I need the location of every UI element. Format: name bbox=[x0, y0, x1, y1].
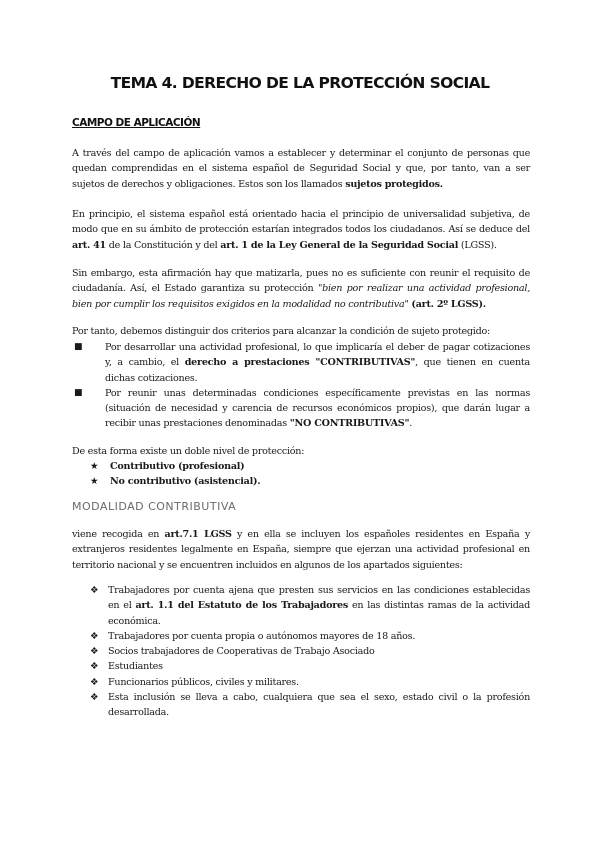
list-item bbox=[90, 644, 530, 659]
text-span: Socios trabajadores de Cooperativas de Trabajo Asociado bbox=[108, 646, 375, 658]
text-span: En principio, el sistema español está orientado hacia el principio de universalidad subjetiva, de modo que en su ámbito de protección estarían integrados todos los ciudadanos. Así se deduce del bbox=[72, 209, 530, 236]
text-span: . bbox=[409, 418, 413, 430]
italic-quote: "bien por realizar una actividad profesional, bien por cumplir los requisitos exigidos en la modalidad no contributiva" bbox=[72, 283, 530, 310]
text-span: , que tienen en cuenta dichas cotizaciones. bbox=[105, 357, 530, 384]
text-span: Trabajadores por cuenta ajena que presten sus servicios en las condiciones establecidas en el bbox=[108, 585, 530, 612]
subsection-heading: MODALIDAD CONTRIBUTIVA bbox=[72, 500, 237, 513]
text-span: Sin embargo, esta afirmación hay que matizarla, pues no es suficiente con reunir el requisito de ciudadanía. Así, el Estado garantiza su protección bbox=[72, 268, 530, 295]
square-bullet-icon: ■ bbox=[74, 342, 83, 352]
text-span: Por reunir unas determinadas condiciones específicamente previstas en las normas (situación de necesidad y carencia de recursos económicos propios), que darán lugar a recibir unas prestaciones denominadas bbox=[105, 387, 530, 430]
text-span: Funcionarios públicos, civiles y militares. bbox=[108, 676, 299, 688]
levels-list bbox=[90, 459, 260, 490]
groups-list bbox=[90, 583, 530, 721]
list-item bbox=[90, 659, 530, 674]
text-span: viene recogida en bbox=[72, 529, 165, 540]
text-span: Esta inclusión se lleva a cabo, cualquiera que sea el sexo, estado civil o la profesión desarrollada. bbox=[108, 692, 530, 719]
square-bullet-icon: ■ bbox=[74, 387, 83, 398]
bold-span: derecho a prestaciones "CONTRIBUTIVAS" bbox=[184, 357, 416, 369]
bold-span: art. 1.1 del Estatuto de los Trabajadores bbox=[135, 600, 349, 612]
text-span: de la Constitución y del bbox=[105, 239, 221, 251]
text-span: y en ella se incluyen los españoles residentes en España y extranjeros residentes legalmente en España, siempre que ejerzan una actividad profesional en territorio nacional y se encuentren incluidos en algunos de los apartados siguientes: bbox=[72, 529, 530, 571]
level-label: Contributivo (profesional) bbox=[110, 461, 245, 472]
diamond-bullet-icon: ❖ bbox=[90, 692, 99, 704]
bold-span: sujetos protegidos. bbox=[345, 178, 443, 190]
page-title: TEMA 4. DERECHO DE LA PROTECCIÓN SOCIAL bbox=[110, 74, 490, 92]
list-item bbox=[90, 583, 530, 629]
diamond-bullet-icon: ❖ bbox=[90, 661, 99, 673]
text-span: A través del campo de aplicación vamos a establecer y determinar el conjunto de personas que quedan comprendidas en el sistema español de Seguridad Social y que, por tanto, van a ser sujetos de derechos y obligaciones. Estos son los llamados bbox=[72, 148, 530, 190]
list-item bbox=[90, 629, 530, 644]
list-item bbox=[90, 690, 530, 721]
intro-paragraph bbox=[72, 146, 530, 192]
criteria-list bbox=[72, 340, 530, 432]
text-span: Estudiantes bbox=[108, 661, 163, 673]
diamond-bullet-icon: ❖ bbox=[90, 630, 99, 642]
text-span: Por desarrollar una actividad profesional, lo que implicaría el deber de pagar cotizaciones y, a cambio, el bbox=[105, 342, 530, 369]
list-item bbox=[72, 340, 530, 386]
bold-span: "NO CONTRIBUTIVAS" bbox=[289, 418, 410, 430]
universality-paragraph bbox=[72, 207, 530, 253]
bold-span: art. 41 bbox=[72, 239, 106, 251]
text-span: (LGSS). bbox=[458, 239, 497, 251]
text-span: en las distintas ramas de la actividad económica. bbox=[108, 600, 531, 627]
diamond-bullet-icon: ❖ bbox=[90, 676, 99, 688]
contributive-paragraph bbox=[72, 527, 530, 573]
levels-intro: De esta forma existe un doble nivel de protección: bbox=[72, 446, 305, 457]
text-span: Trabajadores por cuenta propia o autónomos mayores de 18 años. bbox=[108, 630, 416, 642]
bold-span: (art. 2º LGSS). bbox=[411, 298, 486, 310]
bold-span: art.7.1 LGSS bbox=[164, 529, 232, 540]
bold-span: art. 1 de la Ley General de la Seguridad Social bbox=[220, 239, 459, 251]
nuance-paragraph bbox=[72, 266, 530, 312]
list-item bbox=[90, 459, 260, 474]
diamond-bullet-icon: ❖ bbox=[90, 646, 99, 658]
diamond-bullet-icon: ❖ bbox=[90, 585, 99, 596]
list-item bbox=[72, 386, 530, 432]
criteria-intro: Por tanto, debemos distinguir dos criterios para alcanzar la condición de sujeto protegido: bbox=[72, 326, 491, 337]
star-bullet-icon: ★ bbox=[90, 461, 99, 472]
list-item bbox=[90, 474, 260, 489]
section-heading: CAMPO DE APLICACIÓN bbox=[72, 117, 201, 129]
list-item bbox=[90, 675, 530, 690]
star-bullet-icon: ★ bbox=[90, 476, 99, 488]
level-label: No contributivo (asistencial). bbox=[110, 476, 261, 488]
